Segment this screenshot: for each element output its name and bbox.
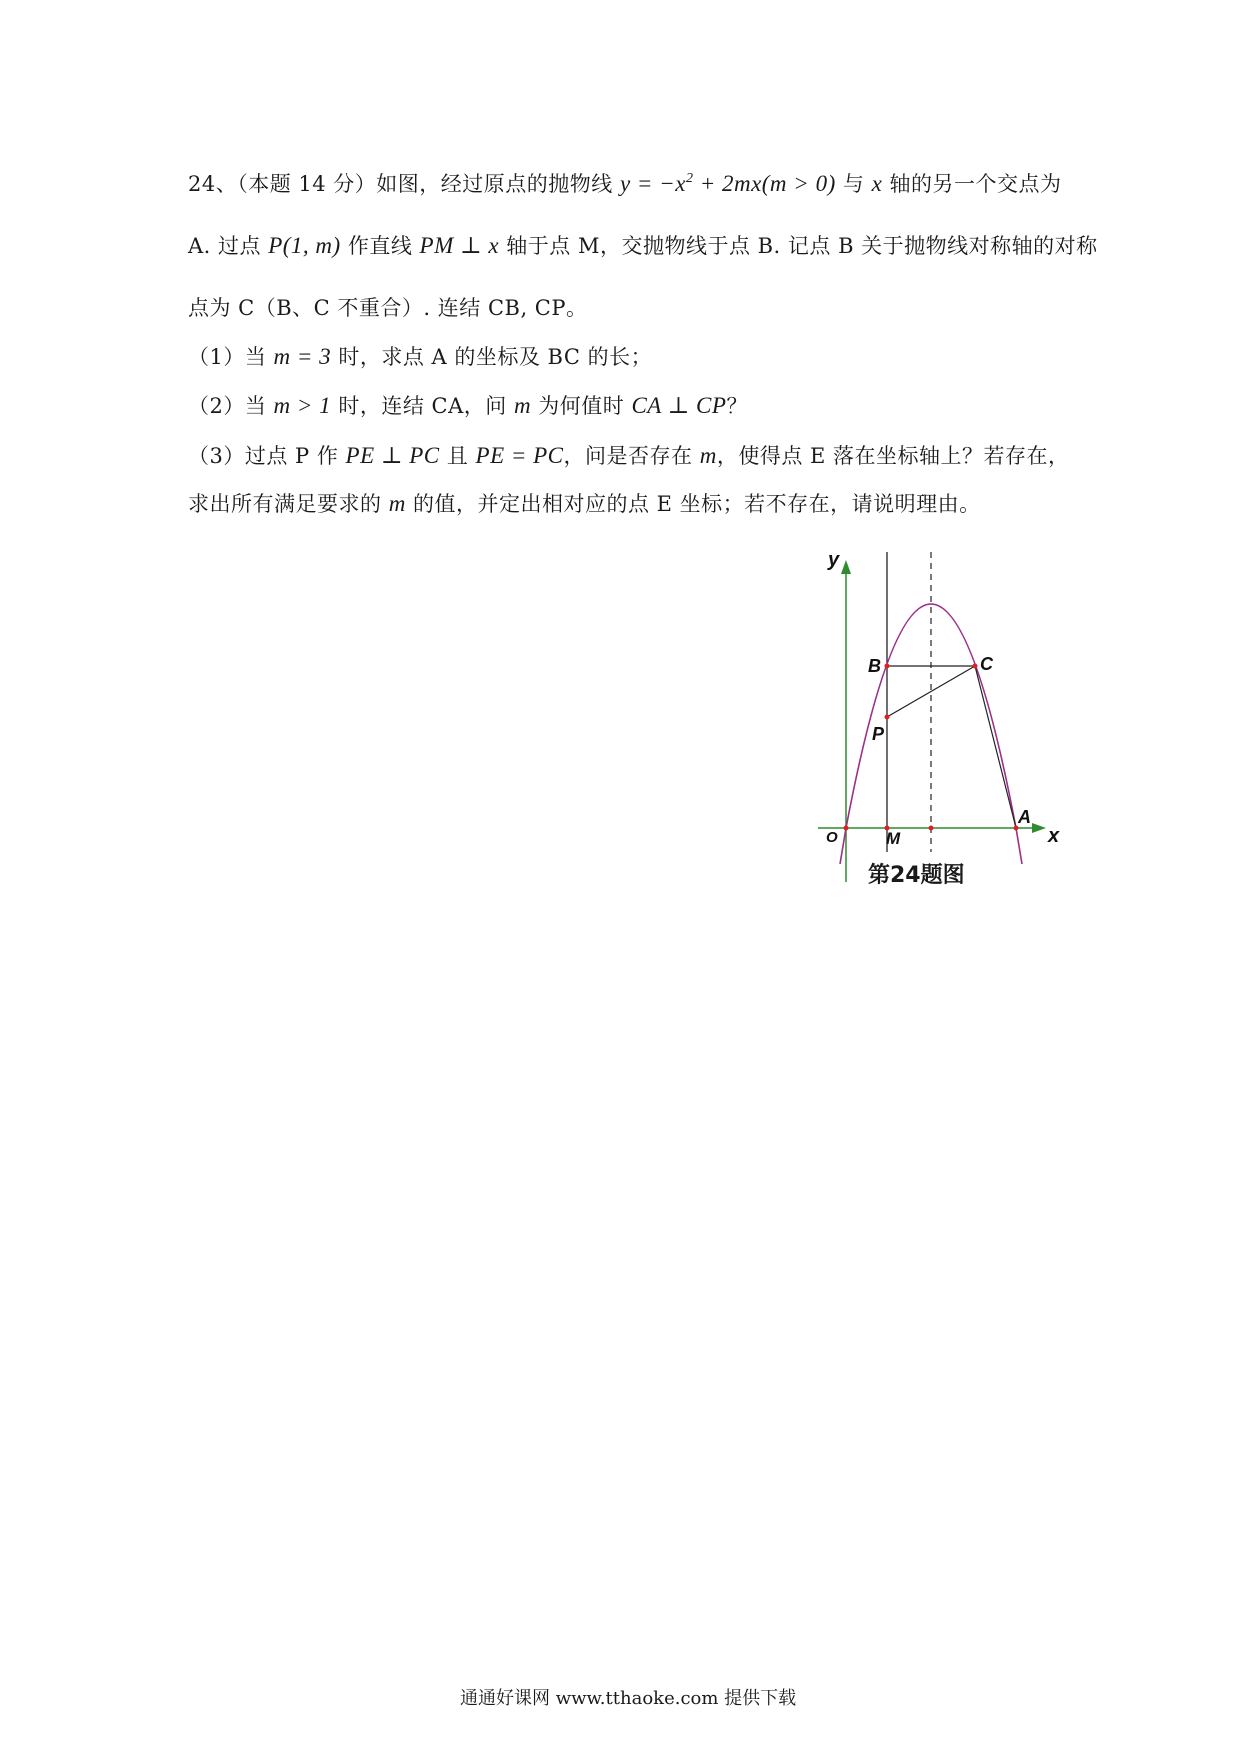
label-y: y <box>828 552 840 571</box>
label-o: O <box>826 829 838 846</box>
problem-line-1: 24、（本题 14 分）如图，经过原点的抛物线 $y = -x^2 + 2mx(m > 0)$ 与 x 轴的另一个交点为 <box>188 171 1062 196</box>
question-3-line-2: 求出所有满足要求的 m 的值，并定出相对应的点 E 坐标；若不存在，请说明理由。 <box>188 491 981 516</box>
point-p-expression: P(1, m) <box>268 233 341 258</box>
parabola-figure <box>810 552 1090 897</box>
problem-line-3: 点为 C（B、C 不重合）. 连结 CB, CP。 <box>188 296 588 320</box>
label-p: P <box>872 724 885 744</box>
point-c <box>973 664 978 669</box>
perpendicular-expression: PM ⊥ x <box>419 233 500 258</box>
point-b <box>885 664 890 669</box>
x-axis-arrow-icon <box>1032 823 1046 833</box>
label-c: C <box>980 654 993 674</box>
problem-line-2: A. 过点 P(1, m) 作直线 PM ⊥ x 轴于点 M，交抛物线于点 B. 记点 B 关于抛物线对称轴的对称 <box>188 233 1098 258</box>
label-m: M <box>886 829 901 848</box>
parabola-tail-right <box>1016 828 1022 864</box>
point-p <box>885 715 890 720</box>
segment-ca <box>975 666 1016 828</box>
question-3-line-1: （3）过点 P 作 PE ⊥ PC 且 PE = PC，问是否存在 m，使得点 E 落在坐标轴上？若存在， <box>188 443 1070 468</box>
label-a: A <box>1018 807 1031 827</box>
parabola-equation: $y = -x^2 + 2mx(m > 0)$ <box>619 171 836 196</box>
figure-caption: 第24题图 <box>868 863 965 888</box>
y-axis-arrow-icon <box>841 560 851 574</box>
label-x: x <box>1048 825 1060 847</box>
parabola-tail-left <box>840 828 846 864</box>
question-2: （2）当 m > 1 时，连结 CA，问 m 为何值时 CA ⊥ CP？ <box>188 393 748 418</box>
question-1: （1）当 m = 3 时，求点 A 的坐标及 BC 的长； <box>188 344 653 369</box>
problem-text: 24、（本题 14 分）如图，经过原点的抛物线 <box>188 172 620 196</box>
point-vertex-foot <box>929 826 934 831</box>
label-b: B <box>868 656 881 676</box>
point-o <box>844 826 849 831</box>
footer-text: 通通好课网 www.tthaoke.com 提供下载 <box>460 1688 797 1709</box>
